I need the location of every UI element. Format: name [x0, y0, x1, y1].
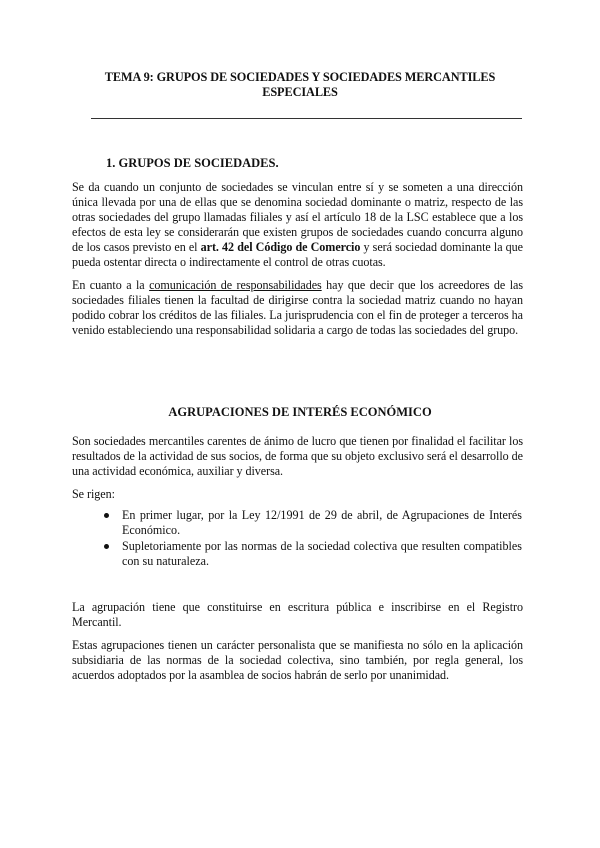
paragraph-definicion-grupos: [72, 180, 523, 270]
paragraph-text: y será sociedad dominante la que pueda ostentar directa o indirectamente el control de otras cuotas.: [72, 240, 523, 269]
paragraph-constitucion: La agrupación tiene que constituirse en escritura pública e inscribirse en el Registro Mercantil.: [72, 600, 523, 629]
list-item-text: Supletoriamente por las normas de la sociedad colectiva que resulten compatibles con su naturaleza.: [122, 539, 522, 568]
list-item-text: En primer lugar, por la Ley 12/1991 de 29 de abril, de Agrupaciones de Interés Económico.: [122, 508, 522, 537]
paragraph-caracter-personalista: Estas agrupaciones tienen un carácter personalista que se manifiesta no sólo en la aplicación subsidiaria de las normas de la sociedad colectiva, sino también, por regla general, los acuerdos adoptados por la asamblea de socios habrán de serlo por unanimidad.: [72, 638, 523, 682]
title-divider: [91, 118, 522, 119]
paragraph-responsabilidades: [72, 278, 523, 338]
section-heading-grupos: 1. GRUPOS DE SOCIEDADES.: [106, 156, 279, 170]
document-title: TEMA 9: GRUPOS DE SOCIEDADES Y SOCIEDADES MERCANTILES ESPECIALES: [104, 70, 496, 99]
bullet-list: [104, 508, 522, 570]
paragraph-definicion-agrupaciones: Son sociedades mercantiles carentes de ánimo de lucro que tienen por finalidad el facilitar los resultados de la actividad de sus socios, de forma que su objeto exclusivo será el desarrollo de una actividad económica, auxiliar y diversa.: [72, 434, 523, 478]
paragraph-se-rigen: Se rigen:: [72, 487, 115, 501]
paragraph-text: hay que decir que los acreedores de las sociedades filiales tienen la facultad de dirigirse contra la sociedad matriz cuando no hayan podido cobrar los créditos de las filiales. La jurisprudencia con el fin de proteger a terceros ha venido estableciendo una responsabilidad solidaria a cargo de todas las sociedades del grupo.: [72, 278, 523, 337]
section-heading-agrupaciones: AGRUPACIONES DE INTERÉS ECONÓMICO: [168, 405, 432, 419]
bullet-icon: [104, 513, 109, 518]
underlined-term: comunicación de responsabilidades: [149, 278, 322, 292]
paragraph-text: En cuanto a la: [72, 278, 150, 292]
bold-reference: art. 42 del Código de Comercio: [200, 240, 361, 254]
paragraph-text: Se da cuando un conjunto de sociedades se vinculan entre sí y se someten a una dirección única llevada por una de ellas que se denomina sociedad dominante o matriz, respecto de las otras sociedades del grupo llamadas filiales y así el artículo 18 de la LSC establece que a los efectos de esta ley se considerarán que existen grupos de sociedades cuando concurra alguno de los casos previsto en el: [72, 180, 523, 254]
list-item: [104, 539, 522, 569]
bullet-icon: [104, 544, 109, 549]
list-item: [104, 508, 522, 538]
